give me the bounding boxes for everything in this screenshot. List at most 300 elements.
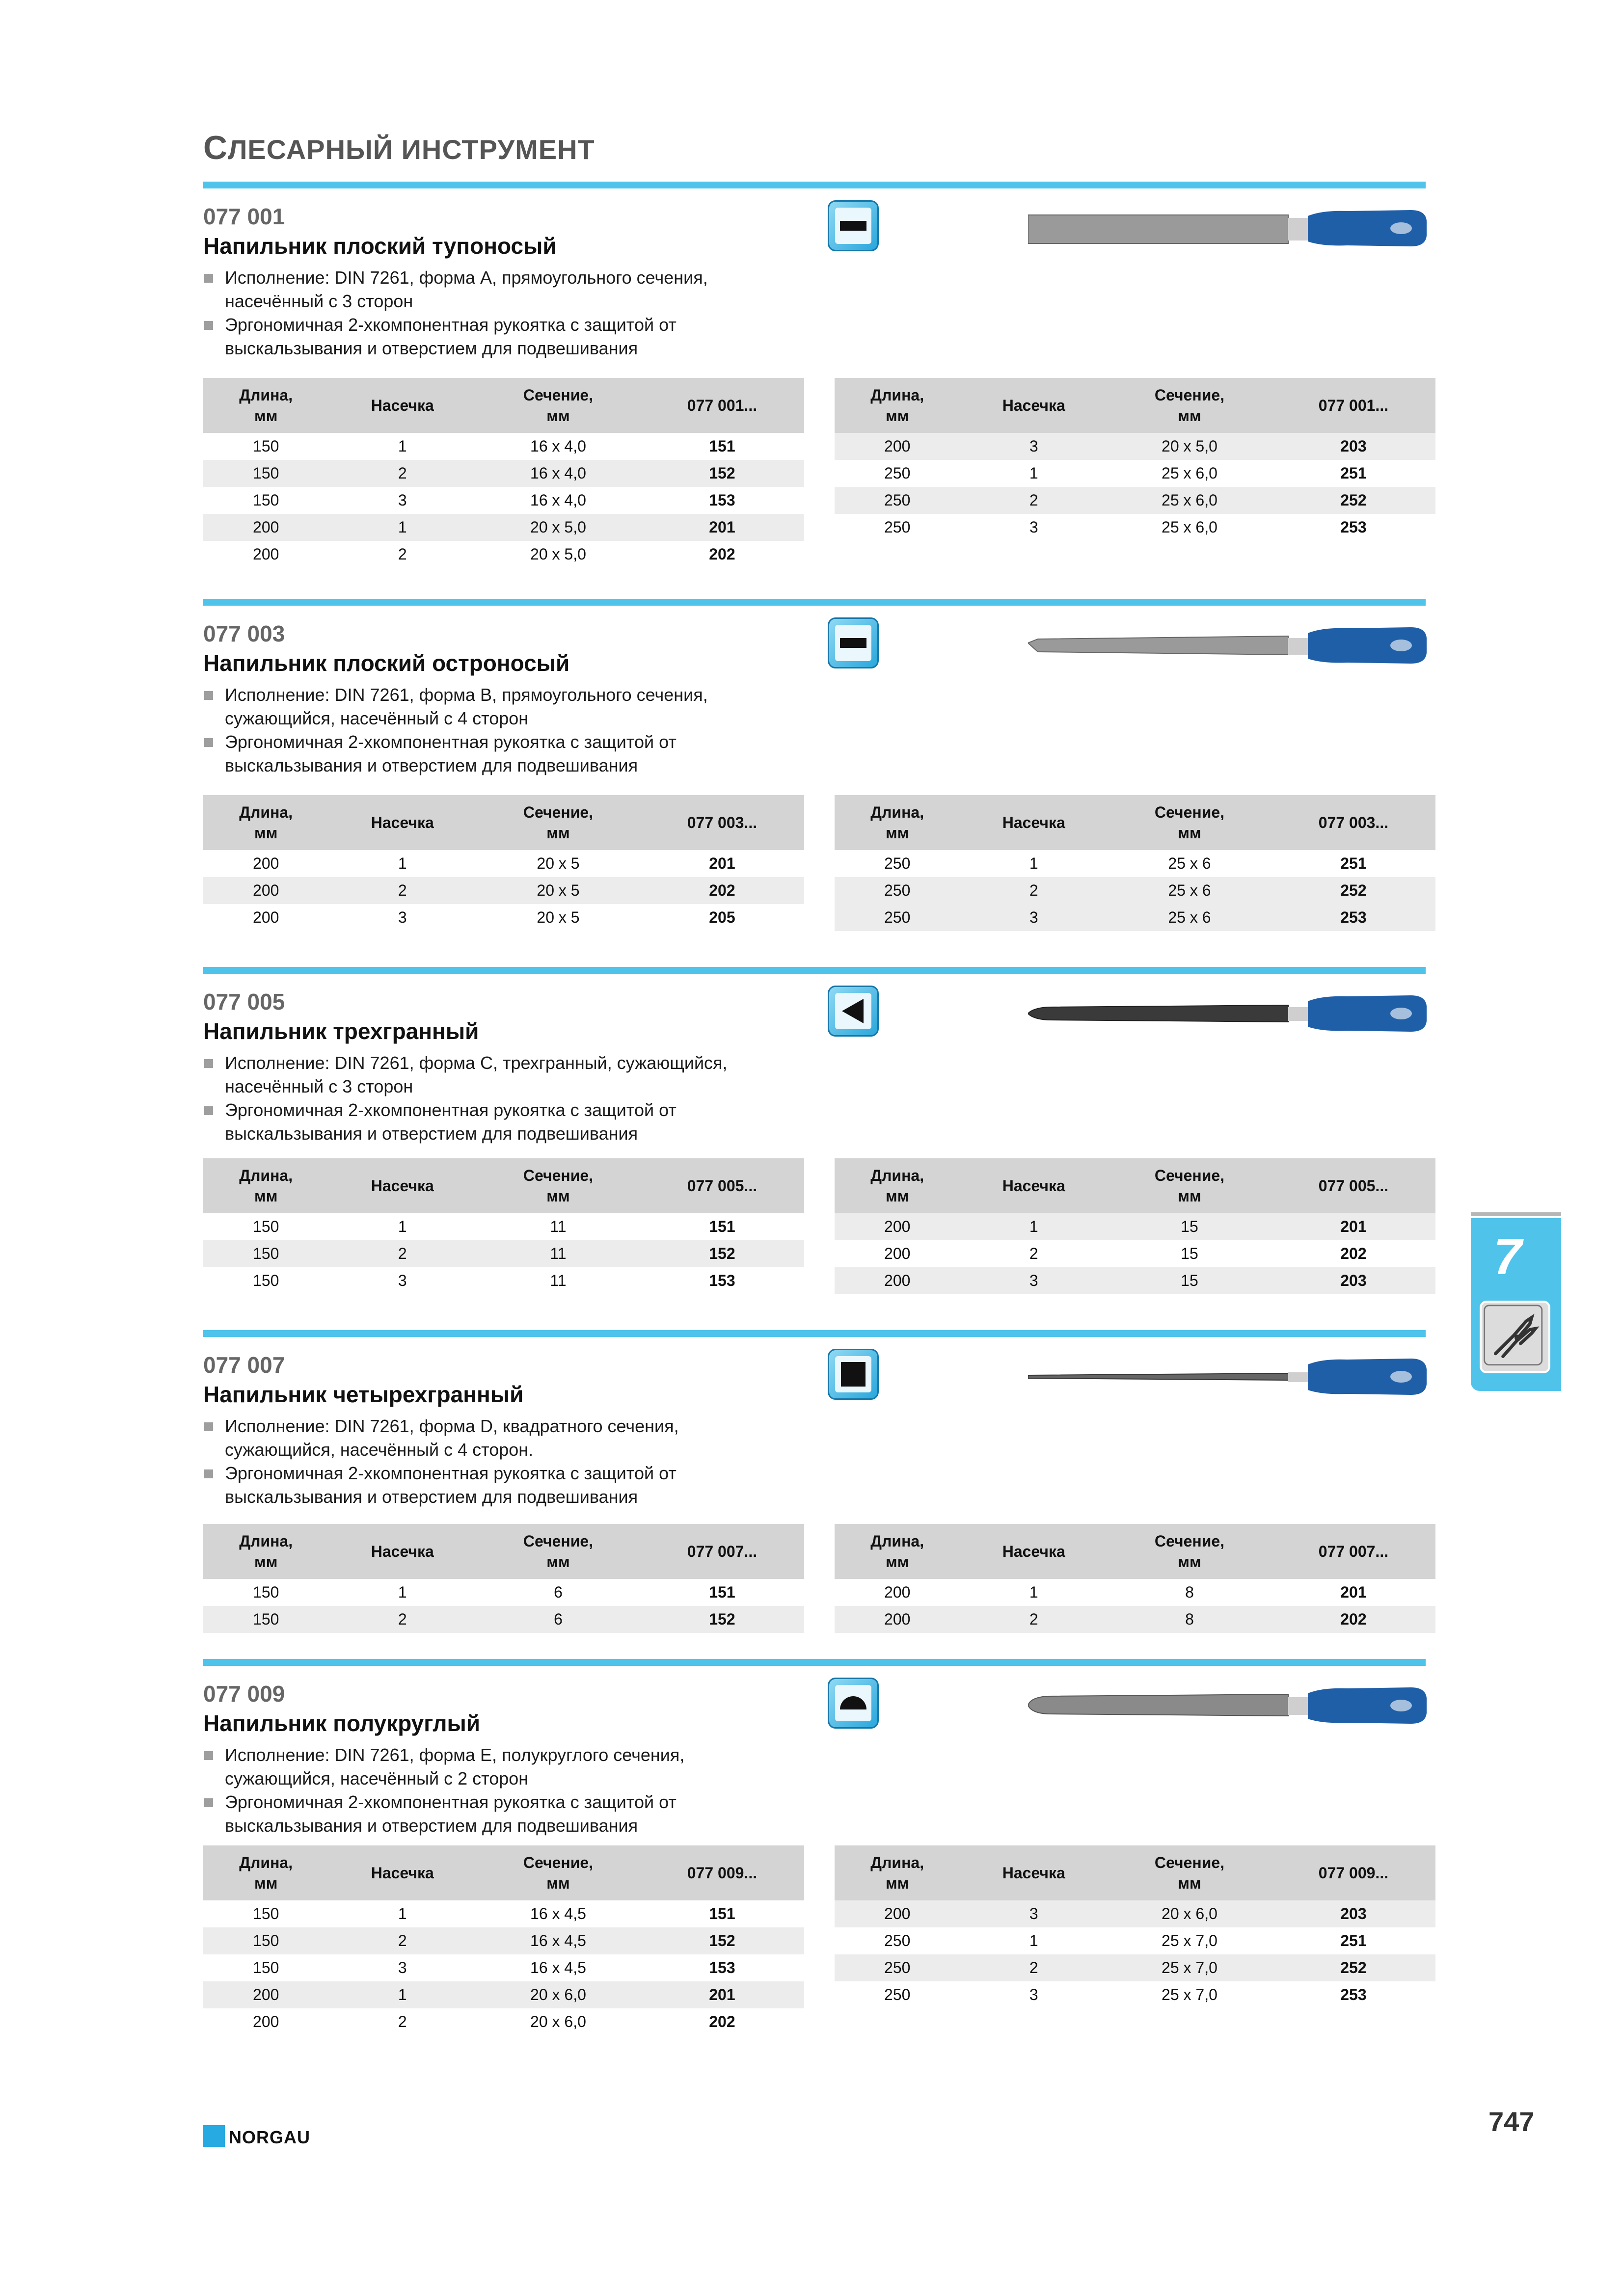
- table-cell: 20 x 6,0: [530, 2013, 586, 2030]
- header-line: мм: [1178, 1553, 1201, 1571]
- article-code-cell: 252: [1271, 877, 1435, 904]
- table-cell: 16 x 4,5: [476, 1927, 640, 1954]
- table-cell: 16 x 4,0: [476, 460, 640, 487]
- table-cell: 200: [835, 1267, 960, 1294]
- header-line: мм: [886, 407, 909, 425]
- header-line: Сечение,: [523, 1167, 594, 1184]
- logo-square-icon: [203, 2125, 225, 2147]
- table-cell: 2: [398, 2013, 407, 2030]
- cross-section-rectangle-icon: [828, 617, 879, 668]
- page-title-rest: ЛЕСАРНЫЙ ИНСТРУМЕНТ: [228, 134, 595, 165]
- col-section: [1108, 795, 1271, 850]
- col-cut: Насечка: [960, 1524, 1108, 1579]
- header-line: Длина,: [239, 386, 293, 404]
- col-cut: Насечка: [328, 795, 476, 850]
- table-row: [203, 2008, 804, 2035]
- table-cell: 150: [203, 1240, 328, 1267]
- article-code-cell: 202: [1340, 1245, 1367, 1262]
- header-line: мм: [254, 1553, 278, 1571]
- table-cell: 1: [398, 1905, 407, 1922]
- article-code-cell: 151: [709, 1218, 735, 1235]
- table-cell: 16 x 4,0: [530, 437, 586, 455]
- table-cell: 250: [884, 464, 911, 482]
- table-cell: 2: [1029, 1245, 1038, 1262]
- spec-table-left: [203, 1158, 804, 1294]
- spec-table-left: [203, 795, 804, 931]
- table-cell: 3: [960, 1267, 1108, 1294]
- table-cell: 8: [1108, 1606, 1271, 1633]
- table-cell: 250: [884, 854, 911, 872]
- table-cell: 25 x 7,0: [1162, 1932, 1217, 1949]
- article-code-cell: 253: [1271, 904, 1435, 931]
- table-row: [203, 433, 804, 460]
- article-code-cell: 153: [709, 1272, 735, 1289]
- description-line: выскальзывания и отверстием для подвешивания: [225, 338, 638, 358]
- spec-table-right: [835, 1845, 1435, 2008]
- table-row: [835, 1927, 1435, 1954]
- col-code: 077 001...: [640, 378, 804, 433]
- header-line: мм: [1178, 1187, 1201, 1205]
- table-cell: 25 x 6,0: [1162, 464, 1217, 482]
- table-cell: 200: [203, 1981, 328, 2008]
- header-line: мм: [1178, 407, 1201, 425]
- section-divider: [203, 182, 1426, 188]
- table-cell: 16 x 4,5: [530, 1959, 586, 1976]
- article-code-cell: 205: [709, 908, 735, 926]
- col-section: [476, 378, 640, 433]
- table-row: [835, 1606, 1435, 1633]
- article-code-cell: 252: [1271, 1954, 1435, 1981]
- table-cell: 1: [1029, 464, 1038, 482]
- table-cell: 3: [398, 1959, 407, 1976]
- description-line: Исполнение: DIN 7261, форма D, квадратного сечения,: [203, 1415, 792, 1438]
- description-line: Эргономичная 2-хкомпонентная рукоятка с защитой от: [203, 313, 792, 337]
- description-line: Эргономичная 2-хкомпонентная рукоятка с защитой от: [203, 1462, 792, 1485]
- product-name: Напильник полукруглый: [203, 1710, 481, 1736]
- article-code-cell: 153: [709, 1959, 735, 1976]
- article-code-cell: 152: [640, 460, 804, 487]
- table-row: [835, 1954, 1435, 1981]
- table-cell: 250: [884, 518, 911, 536]
- header-line: Сечение,: [523, 1532, 594, 1550]
- article-code-cell: 253: [1340, 1986, 1367, 2003]
- col-section: [476, 1158, 640, 1213]
- table-row: [203, 541, 804, 568]
- product-description: [203, 683, 792, 777]
- table-cell: 150: [253, 1218, 279, 1235]
- table-row: [203, 1267, 804, 1294]
- table-cell: 15: [1181, 1245, 1198, 1262]
- article-code-cell: 202: [709, 545, 735, 563]
- article-code-cell: 152: [640, 1606, 804, 1633]
- header-line: мм: [886, 824, 909, 842]
- spec-table-right: [835, 378, 1435, 541]
- table-cell: 3: [960, 904, 1108, 931]
- product-code: 077 007: [203, 1352, 285, 1378]
- table-row: [203, 904, 804, 931]
- table-cell: 11: [476, 1240, 640, 1267]
- col-code: 077 005...: [640, 1158, 804, 1213]
- spec-table-left: [203, 1524, 804, 1633]
- table-cell: 15: [1108, 1267, 1271, 1294]
- table-cell: 3: [1029, 1986, 1038, 2003]
- article-code-cell: 153: [709, 491, 735, 509]
- product-name: Напильник плоский остроносый: [203, 650, 570, 676]
- table-cell: 250: [835, 487, 960, 514]
- product-section-077-007: [203, 1330, 1426, 1649]
- description-line: выскальзывания и отверстием для подвешивания: [225, 1487, 638, 1507]
- col-cut: Насечка: [328, 1158, 476, 1213]
- article-code-cell: 201: [1340, 1583, 1367, 1601]
- col-section: [1108, 1524, 1271, 1579]
- chapter-number: 7: [1493, 1228, 1522, 1285]
- col-code: 077 001...: [1271, 378, 1435, 433]
- description-line: Исполнение: DIN 7261, форма A, прямоугольного сечения,: [203, 266, 792, 290]
- header-line: Длина,: [870, 1167, 924, 1184]
- table-cell: 200: [835, 1900, 960, 1927]
- chapter-tab[interactable]: [1471, 1218, 1561, 1391]
- table-cell: 250: [835, 1954, 960, 1981]
- table-cell: 200: [835, 1213, 960, 1240]
- article-code-cell: 202: [709, 2013, 735, 2030]
- table-cell: 200: [253, 854, 279, 872]
- table-cell: 2: [960, 1606, 1108, 1633]
- spec-table-left: [203, 1845, 804, 2035]
- table-row: [835, 460, 1435, 487]
- col-section: [476, 1524, 640, 1579]
- table-cell: 3: [398, 491, 407, 509]
- table-row: [203, 1213, 804, 1240]
- product-description: [203, 1415, 792, 1509]
- col-cut: Насечка: [328, 1845, 476, 1900]
- table-row: [835, 1213, 1435, 1240]
- article-code-cell: 251: [1340, 464, 1367, 482]
- product-name: Напильник трехгранный: [203, 1018, 479, 1044]
- table-cell: 20 x 5,0: [476, 514, 640, 541]
- table-cell: 20 x 5: [537, 854, 580, 872]
- table-cell: 1: [1029, 1583, 1038, 1601]
- table-cell: 25 x 6,0: [1162, 518, 1217, 536]
- table-cell: 150: [253, 1583, 279, 1601]
- description-line: насечённый с 3 сторон: [225, 1076, 413, 1096]
- col-section: [1108, 1158, 1271, 1213]
- product-description: [203, 1051, 792, 1146]
- article-code-cell: 203: [1271, 1267, 1435, 1294]
- table-cell: 150: [253, 1272, 279, 1289]
- table-cell: 2: [328, 1606, 476, 1633]
- flat-pointed-file-image: [1028, 623, 1435, 667]
- header-line: Длина,: [870, 803, 924, 821]
- table-cell: 2: [328, 877, 476, 904]
- article-code-cell: 152: [640, 1240, 804, 1267]
- table-cell: 20 x 5: [537, 908, 580, 926]
- product-code: 077 003: [203, 621, 285, 646]
- col-cut: Насечка: [960, 795, 1108, 850]
- header-line: мм: [254, 1874, 278, 1892]
- table-cell: 150: [203, 1606, 328, 1633]
- table-row: [835, 1981, 1435, 2008]
- product-section-077-001: [203, 182, 1426, 574]
- spec-table-right: [835, 1524, 1435, 1633]
- article-code-cell: 201: [709, 854, 735, 872]
- description-line: Эргономичная 2-хкомпонентная рукоятка с защитой от: [203, 1098, 792, 1122]
- table-cell: 16 x 4,0: [530, 491, 586, 509]
- header-line: мм: [254, 407, 278, 425]
- table-cell: 1: [960, 1213, 1108, 1240]
- half-round-file-image: [1028, 1683, 1435, 1728]
- table-cell: 15: [1108, 1213, 1271, 1240]
- table-cell: 1: [1029, 1932, 1038, 1949]
- table-cell: 16 x 4,5: [530, 1905, 586, 1922]
- article-code-cell: 152: [640, 1927, 804, 1954]
- table-cell: 1: [398, 1583, 407, 1601]
- table-row: [203, 1606, 804, 1633]
- product-code: 077 001: [203, 204, 285, 229]
- header-line: мм: [254, 824, 278, 842]
- table-cell: 2: [960, 877, 1108, 904]
- product-code: 077 005: [203, 989, 285, 1015]
- table-cell: 20 x 5,0: [530, 545, 586, 563]
- col-length: [835, 378, 960, 433]
- table-cell: 3: [960, 1900, 1108, 1927]
- table-cell: 6: [554, 1583, 563, 1601]
- col-cut: Насечка: [960, 1158, 1108, 1213]
- table-cell: 150: [253, 1905, 279, 1922]
- table-cell: 2: [328, 1240, 476, 1267]
- article-code-cell: 202: [640, 877, 804, 904]
- col-cut: Насечка: [960, 378, 1108, 433]
- col-code: 077 003...: [1271, 795, 1435, 850]
- table-cell: 20 x 5: [476, 877, 640, 904]
- table-cell: 150: [253, 1959, 279, 1976]
- description-line: Исполнение: DIN 7261, форма B, прямоугольного сечения,: [203, 683, 792, 707]
- header-line: Сечение,: [1154, 803, 1225, 821]
- table-row: [835, 904, 1435, 931]
- flat-blunt-file-image: [1028, 206, 1435, 250]
- table-cell: 200: [203, 877, 328, 904]
- header-line: Длина,: [239, 1532, 293, 1550]
- product-code: 077 009: [203, 1681, 285, 1707]
- product-description: [203, 1743, 792, 1838]
- header-line: Сечение,: [523, 1854, 594, 1871]
- table-cell: 150: [253, 491, 279, 509]
- triangular-file-image: [1028, 991, 1435, 1036]
- article-code-cell: 203: [1271, 1900, 1435, 1927]
- col-length: [835, 1524, 960, 1579]
- table-cell: 25 x 7,0: [1162, 1986, 1217, 2003]
- table-row: [203, 1927, 804, 1954]
- table-cell: 1: [328, 514, 476, 541]
- square-file-image: [1028, 1355, 1435, 1399]
- table-cell: 20 x 6,0: [476, 1981, 640, 2008]
- cross-section-rectangle-icon: [828, 200, 879, 251]
- table-cell: 1: [328, 1981, 476, 2008]
- table-cell: 20 x 6,0: [1108, 1900, 1271, 1927]
- header-line: Сечение,: [1154, 1854, 1225, 1871]
- table-cell: 150: [203, 1927, 328, 1954]
- description-line: насечённый с 3 сторон: [225, 291, 413, 311]
- table-cell: 200: [203, 514, 328, 541]
- table-cell: 3: [398, 1272, 407, 1289]
- table-cell: 1: [1029, 854, 1038, 872]
- description-line: Исполнение: DIN 7261, форма C, трехгранный, сужающийся,: [203, 1051, 792, 1075]
- table-cell: 150: [253, 437, 279, 455]
- article-code-cell: 252: [1271, 487, 1435, 514]
- article-code-cell: 151: [709, 1583, 735, 1601]
- header-line: Сечение,: [523, 803, 594, 821]
- table-row: [203, 877, 804, 904]
- table-cell: 2: [328, 460, 476, 487]
- table-cell: 2: [960, 487, 1108, 514]
- header-line: Длина,: [239, 1167, 293, 1184]
- table-cell: 2: [398, 545, 407, 563]
- col-length: [835, 795, 960, 850]
- cross-section-square-icon: [828, 1349, 879, 1400]
- col-length: [203, 378, 328, 433]
- header-line: Длина,: [239, 1854, 293, 1871]
- header-line: Сечение,: [1154, 1532, 1225, 1550]
- description-line: Исполнение: DIN 7261, форма E, полукруглого сечения,: [203, 1743, 792, 1767]
- table-row: [203, 850, 804, 877]
- table-cell: 2: [960, 1954, 1108, 1981]
- table-cell: 3: [1029, 518, 1038, 536]
- table-cell: 6: [476, 1606, 640, 1633]
- col-section: [476, 1845, 640, 1900]
- table-cell: 250: [835, 904, 960, 931]
- table-row: [835, 514, 1435, 541]
- article-code-cell: 251: [1340, 854, 1367, 872]
- article-code-cell: 201: [1271, 1213, 1435, 1240]
- header-line: Длина,: [870, 386, 924, 404]
- col-length: [203, 1158, 328, 1213]
- table-cell: 25 x 6: [1108, 904, 1271, 931]
- table-row: [203, 1579, 804, 1606]
- table-cell: 11: [550, 1272, 567, 1289]
- table-row: [203, 1954, 804, 1981]
- page-number: 747: [1488, 2106, 1535, 2137]
- col-code: 077 007...: [640, 1524, 804, 1579]
- description-line: выскальзывания и отверстием для подвешивания: [225, 1123, 638, 1144]
- table-row: [203, 514, 804, 541]
- col-length: [203, 1845, 328, 1900]
- description-line: сужающийся, насечённый с 2 сторон: [225, 1768, 529, 1789]
- header-line: мм: [886, 1187, 909, 1205]
- product-section-077-003: [203, 599, 1426, 942]
- table-row: [835, 433, 1435, 460]
- page-title: [203, 129, 595, 167]
- header-line: мм: [546, 824, 570, 842]
- col-length: [835, 1845, 960, 1900]
- header-line: мм: [886, 1553, 909, 1571]
- product-name: Напильник четырехгранный: [203, 1382, 524, 1407]
- table-cell: 11: [550, 1218, 567, 1235]
- header-line: Сечение,: [523, 386, 594, 404]
- header-line: мм: [546, 1874, 570, 1892]
- article-code-cell: 151: [709, 1905, 735, 1922]
- col-cut: Насечка: [960, 1845, 1108, 1900]
- table-cell: 25 x 7,0: [1108, 1954, 1271, 1981]
- product-name: Напильник плоский тупоносый: [203, 233, 557, 259]
- description-line: выскальзывания и отверстием для подвешивания: [225, 1815, 638, 1836]
- description-line: Эргономичная 2-хкомпонентная рукоятка с защитой от: [203, 1790, 792, 1814]
- header-line: мм: [886, 1874, 909, 1892]
- table-cell: 200: [253, 908, 279, 926]
- col-length: [203, 795, 328, 850]
- header-line: Сечение,: [1154, 386, 1225, 404]
- col-code: 077 009...: [640, 1845, 804, 1900]
- col-length: [203, 1524, 328, 1579]
- col-cut: Насечка: [328, 378, 476, 433]
- header-line: мм: [1178, 824, 1201, 842]
- spec-table-left: [203, 378, 804, 568]
- table-cell: 250: [884, 1986, 911, 2003]
- table-row: [203, 1981, 804, 2008]
- table-cell: 1: [398, 1218, 407, 1235]
- header-line: Длина,: [870, 1854, 924, 1871]
- table-row: [835, 1240, 1435, 1267]
- table-row: [835, 1579, 1435, 1606]
- article-code-cell: 253: [1340, 518, 1367, 536]
- table-cell: 200: [884, 1245, 911, 1262]
- col-section: [476, 795, 640, 850]
- table-cell: 3: [960, 433, 1108, 460]
- table-row: [835, 850, 1435, 877]
- article-code-cell: 202: [1271, 1606, 1435, 1633]
- product-section-077-009: [203, 1659, 1426, 2052]
- table-cell: 20 x 5,0: [1108, 433, 1271, 460]
- header-line: Сечение,: [1154, 1167, 1225, 1184]
- table-cell: 250: [884, 1932, 911, 1949]
- table-cell: 25 x 6,0: [1108, 487, 1271, 514]
- table-cell: 200: [835, 433, 960, 460]
- col-cut: Насечка: [328, 1524, 476, 1579]
- header-line: Длина,: [870, 1532, 924, 1550]
- col-code: 077 009...: [1271, 1845, 1435, 1900]
- article-code-cell: 203: [1271, 433, 1435, 460]
- table-cell: 200: [835, 1606, 960, 1633]
- table-cell: 250: [835, 877, 960, 904]
- table-row: [835, 1900, 1435, 1927]
- table-cell: 8: [1185, 1583, 1194, 1601]
- table-cell: 1: [398, 437, 407, 455]
- article-code-cell: 151: [709, 437, 735, 455]
- article-code-cell: 251: [1340, 1932, 1367, 1949]
- table-row: [203, 487, 804, 514]
- header-line: мм: [254, 1187, 278, 1205]
- col-length: [835, 1158, 960, 1213]
- col-code: 077 007...: [1271, 1524, 1435, 1579]
- section-divider: [203, 1330, 1426, 1337]
- description-line: сужающийся, насечённый с 4 сторон: [225, 708, 529, 728]
- table-cell: 2: [328, 1927, 476, 1954]
- table-cell: 25 x 6: [1168, 854, 1211, 872]
- table-row: [835, 1267, 1435, 1294]
- table-cell: 150: [203, 460, 328, 487]
- description-line: Эргономичная 2-хкомпонентная рукоятка с защитой от: [203, 730, 792, 754]
- section-divider: [203, 967, 1426, 974]
- section-divider: [203, 1659, 1426, 1666]
- table-row: [203, 460, 804, 487]
- header-line: мм: [546, 1553, 570, 1571]
- article-code-cell: 201: [640, 1981, 804, 2008]
- header-line: Длина,: [239, 803, 293, 821]
- header-line: мм: [546, 1187, 570, 1205]
- col-section: [1108, 1845, 1271, 1900]
- table-row: [203, 1240, 804, 1267]
- header-line: мм: [1178, 1874, 1201, 1892]
- cross-section-half-round-icon: [828, 1678, 879, 1729]
- table-row: [203, 1900, 804, 1927]
